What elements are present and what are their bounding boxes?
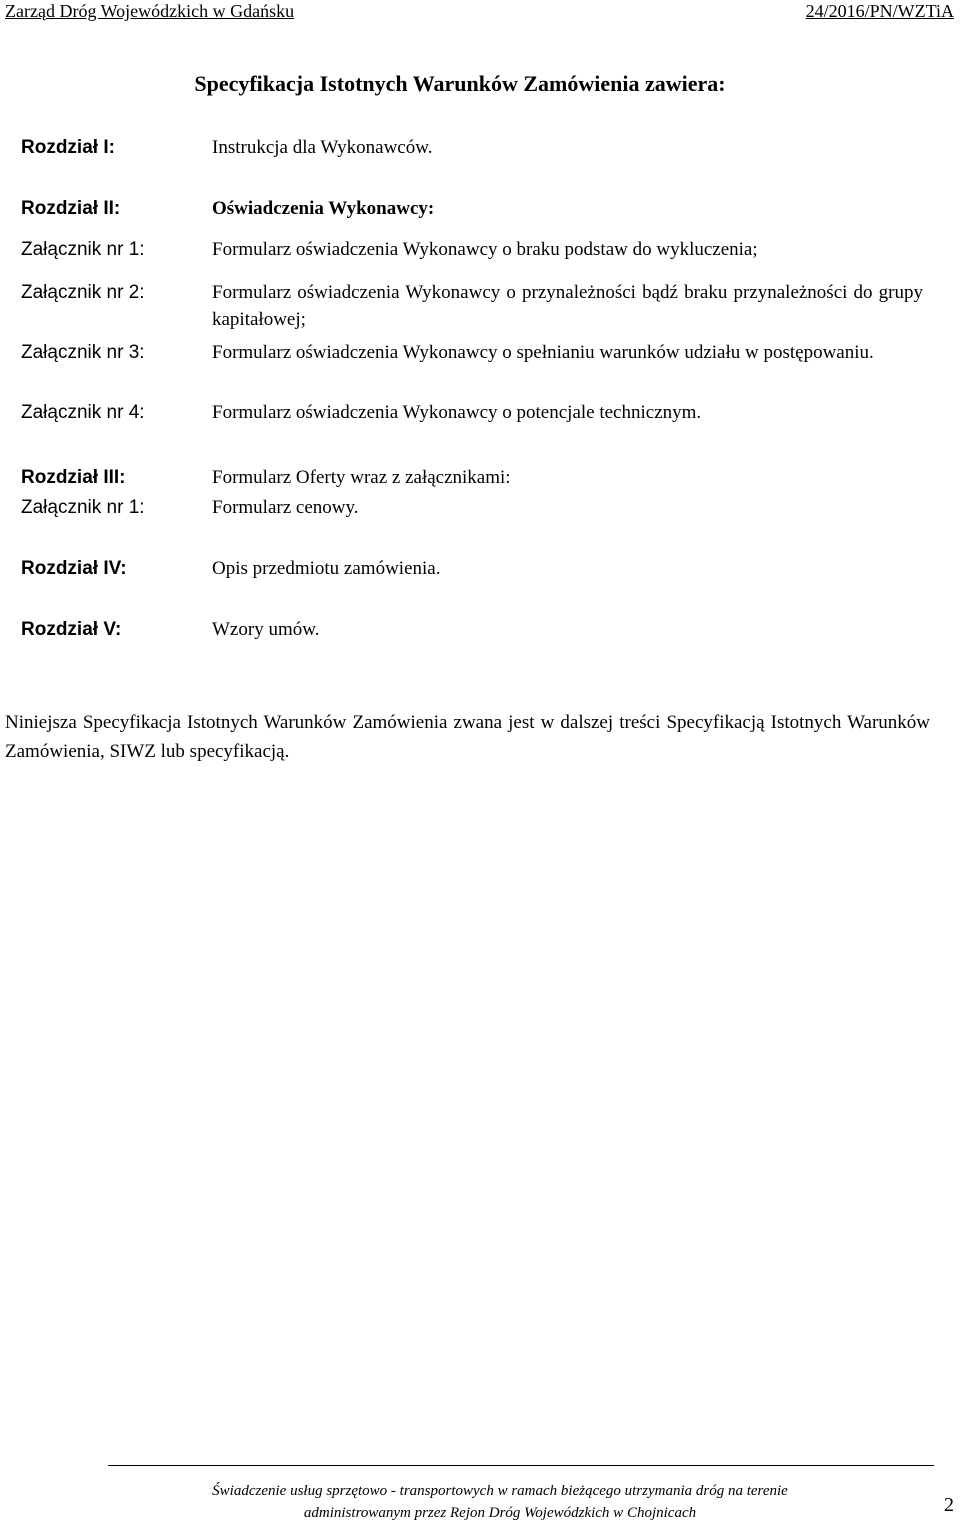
toc-label: Załącznik nr 1: — [21, 497, 145, 518]
toc-label: Załącznik nr 4: — [21, 402, 145, 423]
header-reference-number: 24/2016/PN/WZTiA — [805, 1, 954, 21]
toc-text: Formularz oświadczenia Wykonawcy o braku podstaw do wykluczenia; — [212, 239, 758, 260]
closing-paragraph: Niniejsza Specyfikacja Istotnych Warunków Zamówienia zwana jest w dalszej treści Specyfikacją Istotnych Warunków Zamówienia, SIWZ lub specyfikacją. — [5, 712, 930, 762]
toc-text: Formularz oświadczenia Wykonawcy o spełnianiu warunków udziału w postępowaniu. — [212, 342, 874, 363]
page-header — [0, 0, 960, 22]
toc-label: Rozdział II: — [21, 198, 121, 219]
toc-label: Załącznik nr 1: — [21, 239, 145, 260]
toc-text: Instrukcja dla Wykonawców. — [212, 137, 433, 158]
toc-text: Oświadczenia Wykonawcy: — [212, 198, 435, 219]
toc-text: Formularz Oferty wraz z załącznikami: — [212, 467, 511, 488]
page-number: 2 — [944, 1494, 954, 1516]
toc-text: Wzory umów. — [212, 619, 320, 640]
footer-line-2: administrowanym przez Rejon Dróg Wojewódzkich w Chojnicach — [303, 1505, 697, 1521]
toc-label: Rozdział III: — [21, 467, 126, 488]
footer-text — [100, 1480, 900, 1524]
footer-line-1: Świadczenie usług sprzętowo - transportowych w ramach bieżącego utrzymania dróg na terenie — [212, 1483, 788, 1499]
toc-label: Rozdział I: — [21, 137, 115, 158]
toc-label: Rozdział V: — [21, 619, 122, 640]
toc-label: Załącznik nr 2: — [21, 282, 145, 303]
toc-text: Formularz cenowy. — [212, 497, 359, 518]
toc-text: Formularz oświadczenia Wykonawcy o potencjale technicznym. — [212, 402, 702, 423]
footer-divider — [108, 1465, 934, 1466]
header-organization: Zarząd Dróg Wojewódzkich w Gdańsku — [5, 1, 295, 21]
document-title: Specyfikacja Istotnych Warunków Zamówienia zawiera: — [194, 71, 726, 96]
toc-label: Rozdział IV: — [21, 558, 127, 579]
toc-text: Opis przedmiotu zamówienia. — [212, 558, 441, 579]
toc-label: Załącznik nr 3: — [21, 342, 145, 363]
toc-text: Formularz oświadczenia Wykonawcy o przynależności bądź braku przynależności do grupy kapitałowej; — [212, 282, 923, 330]
